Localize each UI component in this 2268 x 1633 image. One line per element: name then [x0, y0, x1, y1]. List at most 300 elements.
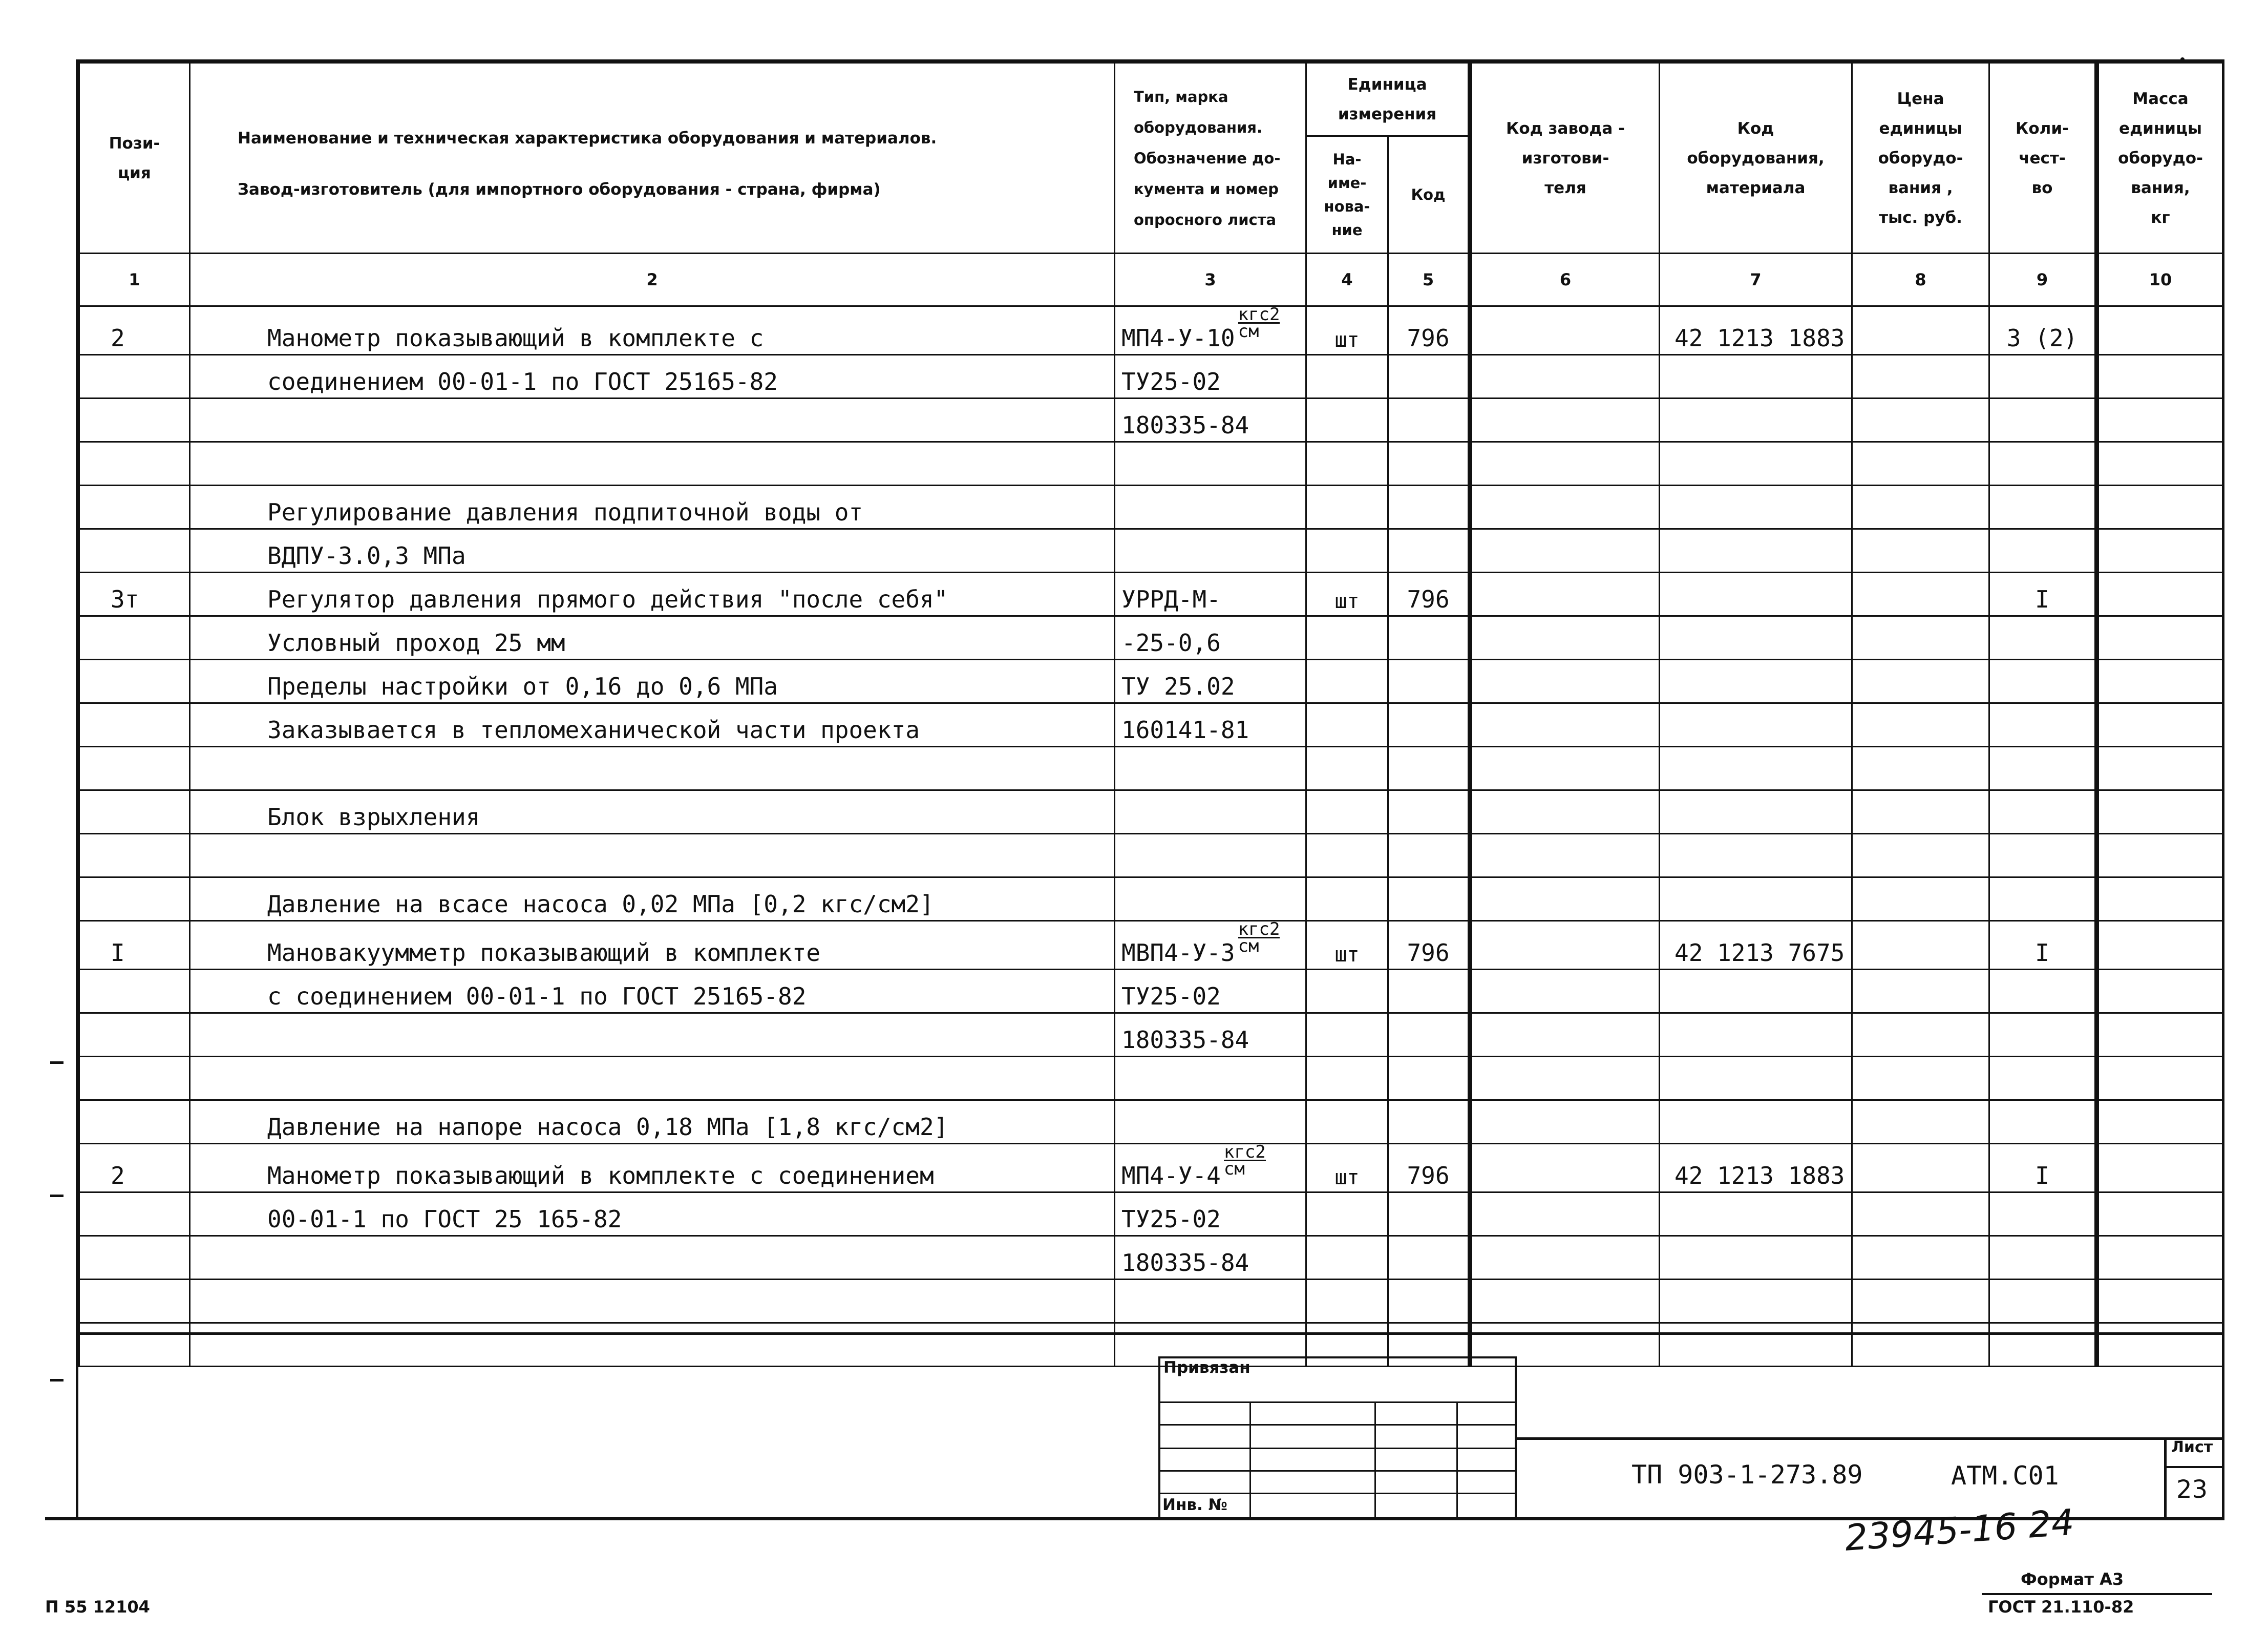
binding-grid-line — [1374, 1401, 1376, 1520]
document-code: ТП 903-1-273.89 — [1631, 1460, 1863, 1490]
column-number-row — [79, 254, 2223, 306]
row-name — [190, 529, 1115, 573]
table-row — [79, 970, 2223, 1013]
row-factory-code — [1470, 306, 1660, 355]
unit-fraction — [1238, 922, 1280, 954]
row-mass — [2097, 442, 2223, 486]
row-quantity-text: I — [2035, 939, 2049, 967]
inventory-label: Инв. № — [1162, 1496, 1227, 1514]
row-quantity-text: 3 (2) — [2006, 324, 2078, 352]
row-price — [1852, 1144, 1989, 1192]
header-quantity: Коли- чест- во — [1989, 63, 2097, 254]
row-mass — [2097, 1144, 2223, 1192]
row-unit — [1306, 921, 1388, 970]
binding-grid-line — [1158, 1448, 1517, 1449]
row-unit — [1306, 1280, 1388, 1323]
row-name-text: Давление на всасе насоса 0,02 МПа [0,2 кгс/см2] — [267, 890, 934, 918]
row-name-text: Блок взрыхления — [267, 803, 480, 831]
row-type-text: ТУ25-02 — [1121, 368, 1221, 395]
row-quantity — [1989, 306, 2097, 355]
row-type — [1115, 834, 1306, 877]
margin-tick — [50, 1195, 63, 1197]
row-quantity — [1989, 921, 2097, 970]
row-mass — [2097, 1100, 2223, 1144]
table-row — [79, 442, 2223, 486]
row-type — [1115, 306, 1306, 355]
row-unit-code — [1388, 790, 1470, 834]
row-unit — [1306, 1100, 1388, 1144]
row-name — [190, 1280, 1115, 1323]
document-suffix: АТМ.С01 — [1951, 1461, 2059, 1491]
row-quantity — [1989, 970, 2097, 1013]
row-name — [190, 355, 1115, 399]
row-name — [190, 442, 1115, 486]
column-number: 10 — [2097, 254, 2223, 306]
row-position — [79, 1280, 190, 1323]
header-mass: Масса единицы оборудо- вания, кг — [2097, 63, 2223, 254]
table-row — [79, 1280, 2223, 1323]
row-type-text: ТУ 25.02 — [1121, 673, 1235, 700]
row-type — [1115, 616, 1306, 660]
row-equipment-code-text: 42 1213 1883 — [1674, 324, 1845, 352]
row-equipment-code — [1660, 1144, 1852, 1192]
row-unit — [1306, 442, 1388, 486]
row-position — [79, 306, 190, 355]
row-type — [1115, 1192, 1306, 1236]
row-factory-code — [1470, 747, 1660, 790]
row-factory-code — [1470, 442, 1660, 486]
row-unit-code-text: 796 — [1407, 324, 1450, 352]
row-equipment-code — [1660, 1280, 1852, 1323]
row-name — [190, 306, 1115, 355]
sheet-code: П 55 12104 — [45, 1597, 150, 1617]
row-unit-code — [1388, 306, 1470, 355]
row-quantity — [1989, 1100, 2097, 1144]
margin-tick — [50, 1061, 63, 1064]
column-number: 4 — [1306, 254, 1388, 306]
row-price — [1852, 1057, 1989, 1100]
row-equipment-code — [1660, 921, 1852, 970]
row-position — [79, 1057, 190, 1100]
row-unit-code — [1388, 660, 1470, 703]
row-position — [79, 747, 190, 790]
row-type-text: 180335-84 — [1121, 1249, 1249, 1276]
row-quantity — [1989, 1280, 2097, 1323]
table-row — [79, 1236, 2223, 1280]
row-price — [1852, 703, 1989, 747]
column-number: 9 — [1989, 254, 2097, 306]
row-price — [1852, 921, 1989, 970]
row-quantity — [1989, 486, 2097, 529]
header-unit-name: На- име- нова- ние — [1306, 136, 1388, 254]
row-price — [1852, 1192, 1989, 1236]
row-name — [190, 1144, 1115, 1192]
row-equipment-code — [1660, 355, 1852, 399]
row-price — [1852, 970, 1989, 1013]
row-equipment-code — [1660, 660, 1852, 703]
row-equipment-code — [1660, 399, 1852, 442]
row-factory-code — [1470, 703, 1660, 747]
row-factory-code — [1470, 1144, 1660, 1192]
row-unit-code — [1388, 1144, 1470, 1192]
row-name — [190, 1192, 1115, 1236]
binding-grid-line — [1456, 1401, 1458, 1520]
unit-fraction-denominator: см — [1223, 1159, 1245, 1179]
row-unit — [1306, 306, 1388, 355]
row-unit — [1306, 1013, 1388, 1057]
row-quantity — [1989, 877, 2097, 921]
row-quantity-text: I — [2035, 1162, 2049, 1189]
row-type — [1115, 486, 1306, 529]
row-quantity — [1989, 1057, 2097, 1100]
row-equipment-code-text: 42 1213 1883 — [1674, 1162, 1845, 1189]
row-type — [1115, 1236, 1306, 1280]
row-unit-code — [1388, 877, 1470, 921]
row-unit — [1306, 616, 1388, 660]
row-type — [1115, 1144, 1306, 1192]
row-mass — [2097, 660, 2223, 703]
row-mass — [2097, 1236, 2223, 1280]
row-type — [1115, 747, 1306, 790]
row-price — [1852, 790, 1989, 834]
row-type — [1115, 703, 1306, 747]
row-unit — [1306, 1057, 1388, 1100]
row-quantity — [1989, 1013, 2097, 1057]
row-factory-code — [1470, 1280, 1660, 1323]
row-type — [1115, 1013, 1306, 1057]
row-price — [1852, 747, 1989, 790]
row-position — [79, 877, 190, 921]
row-position — [79, 1100, 190, 1144]
row-unit — [1306, 573, 1388, 616]
row-unit — [1306, 1144, 1388, 1192]
row-price — [1852, 1280, 1989, 1323]
row-name — [190, 877, 1115, 921]
row-price — [1852, 486, 1989, 529]
row-factory-code — [1470, 1013, 1660, 1057]
row-unit-code — [1388, 747, 1470, 790]
column-number: 1 — [79, 254, 190, 306]
row-equipment-code-text: 42 1213 7675 — [1674, 939, 1845, 967]
row-unit — [1306, 747, 1388, 790]
row-unit — [1306, 355, 1388, 399]
row-price — [1852, 355, 1989, 399]
row-mass — [2097, 573, 2223, 616]
row-price — [1852, 877, 1989, 921]
row-equipment-code — [1660, 1192, 1852, 1236]
title-block — [76, 1335, 2224, 1520]
row-equipment-code — [1660, 747, 1852, 790]
row-equipment-code — [1660, 790, 1852, 834]
table-row — [79, 399, 2223, 442]
row-position-text: I — [111, 939, 125, 967]
row-name-text: 00-01-1 по ГОСТ 25 165-82 — [267, 1205, 622, 1233]
table-row — [79, 834, 2223, 877]
row-type — [1115, 442, 1306, 486]
column-number: 2 — [190, 254, 1115, 306]
row-name — [190, 616, 1115, 660]
row-unit-code — [1388, 970, 1470, 1013]
row-unit — [1306, 486, 1388, 529]
row-position — [79, 921, 190, 970]
equipment-specification-table — [76, 59, 2224, 1335]
row-unit-code — [1388, 1100, 1470, 1144]
row-equipment-code — [1660, 877, 1852, 921]
header-unit: Единица измерения — [1306, 63, 1470, 136]
row-type-text: 180335-84 — [1121, 411, 1249, 439]
row-type — [1115, 1057, 1306, 1100]
row-position — [79, 616, 190, 660]
row-unit-code — [1388, 834, 1470, 877]
binding-grid-line — [1158, 1470, 1517, 1472]
row-equipment-code — [1660, 486, 1852, 529]
binding-grid-line — [1158, 1493, 1517, 1494]
row-mass — [2097, 921, 2223, 970]
row-name — [190, 399, 1115, 442]
row-name — [190, 1100, 1115, 1144]
row-unit-code — [1388, 573, 1470, 616]
row-quantity — [1989, 529, 2097, 573]
row-equipment-code — [1660, 1057, 1852, 1100]
row-position — [79, 1013, 190, 1057]
table-row — [79, 747, 2223, 790]
row-factory-code — [1470, 660, 1660, 703]
row-quantity — [1989, 442, 2097, 486]
row-mass — [2097, 306, 2223, 355]
row-quantity-text: I — [2035, 585, 2049, 613]
column-number: 8 — [1852, 254, 1989, 306]
row-equipment-code — [1660, 1100, 1852, 1144]
row-name — [190, 790, 1115, 834]
row-unit — [1306, 703, 1388, 747]
row-unit-code — [1388, 1192, 1470, 1236]
row-type-text: -25-0,6 — [1121, 629, 1221, 657]
table-row — [79, 1192, 2223, 1236]
row-factory-code — [1470, 1100, 1660, 1144]
row-unit — [1306, 660, 1388, 703]
title-block-rule — [1517, 1437, 2224, 1440]
row-position — [79, 790, 190, 834]
header-type: Тип, марка оборудования. Обозначение до- кумента и номер опросного листа — [1115, 63, 1306, 254]
row-position — [79, 399, 190, 442]
row-unit — [1306, 970, 1388, 1013]
header-factory-code: Код завода - изготови- теля — [1470, 63, 1660, 254]
row-unit-code — [1388, 486, 1470, 529]
header-name: Наименование и техническая характеристика оборудования и материалов. Завод-изготовитель (для импортного оборудования - страна, фирма) — [190, 63, 1115, 254]
format-label: Формат А3 — [2021, 1569, 2124, 1589]
unit-fraction-numerator: кгс2 — [1223, 1143, 1266, 1162]
row-position — [79, 1236, 190, 1280]
row-quantity — [1989, 703, 2097, 747]
row-unit-code — [1388, 921, 1470, 970]
row-position — [79, 660, 190, 703]
row-price — [1852, 1013, 1989, 1057]
row-position — [79, 1192, 190, 1236]
row-equipment-code — [1660, 306, 1852, 355]
row-unit — [1306, 790, 1388, 834]
table-row — [79, 573, 2223, 616]
row-type-text: 160141-81 — [1121, 716, 1249, 744]
row-position — [79, 1144, 190, 1192]
binding-grid-line — [1158, 1424, 1517, 1426]
row-unit — [1306, 399, 1388, 442]
row-type-text: МВП4-У-3 — [1121, 939, 1235, 967]
unit-fraction — [1224, 1144, 1266, 1177]
header-price: Цена единицы оборудо- вания , тыс. руб. — [1852, 63, 1989, 254]
row-quantity — [1989, 573, 2097, 616]
table-row — [79, 660, 2223, 703]
row-factory-code — [1470, 921, 1660, 970]
table-row — [79, 1057, 2223, 1100]
row-equipment-code — [1660, 442, 1852, 486]
row-unit-code-text: 796 — [1407, 585, 1450, 613]
row-position — [79, 529, 190, 573]
row-factory-code — [1470, 790, 1660, 834]
row-price — [1852, 616, 1989, 660]
row-unit-code — [1388, 399, 1470, 442]
row-price — [1852, 399, 1989, 442]
row-unit-text: шт — [1334, 1166, 1360, 1189]
row-mass — [2097, 486, 2223, 529]
row-type — [1115, 970, 1306, 1013]
row-name-text: Регулирование давления подпиточной воды от — [267, 498, 863, 526]
row-factory-code — [1470, 834, 1660, 877]
row-type-text: МП4-У-4 — [1121, 1162, 1221, 1189]
row-equipment-code — [1660, 616, 1852, 660]
unit-fraction-denominator: см — [1238, 321, 1259, 342]
row-type — [1115, 355, 1306, 399]
row-quantity — [1989, 660, 2097, 703]
row-type-text: 180335-84 — [1121, 1026, 1249, 1054]
row-mass — [2097, 1057, 2223, 1100]
handwritten-number: 23945-16 24 — [1843, 1501, 2075, 1559]
row-equipment-code — [1660, 834, 1852, 877]
table-row — [79, 1144, 2223, 1192]
row-factory-code — [1470, 1236, 1660, 1280]
row-position — [79, 486, 190, 529]
row-unit — [1306, 877, 1388, 921]
row-type — [1115, 1280, 1306, 1323]
row-equipment-code — [1660, 529, 1852, 573]
row-position — [79, 442, 190, 486]
row-unit-code-text: 796 — [1407, 1162, 1450, 1189]
row-mass — [2097, 790, 2223, 834]
unit-fraction-numerator: кгс2 — [1238, 920, 1280, 939]
row-quantity — [1989, 747, 2097, 790]
sheet-box-rule — [2164, 1466, 2224, 1468]
column-number: 3 — [1115, 254, 1306, 306]
row-unit-code — [1388, 1280, 1470, 1323]
table-row — [79, 1013, 2223, 1057]
row-factory-code — [1470, 1057, 1660, 1100]
row-price — [1852, 660, 1989, 703]
row-type — [1115, 660, 1306, 703]
column-number: 6 — [1470, 254, 1660, 306]
binding-grid-line — [1249, 1401, 1251, 1520]
row-quantity — [1989, 1144, 2097, 1192]
row-name-text: Мановакуумметр показывающий в комплекте — [267, 939, 821, 967]
table-row — [79, 355, 2223, 399]
format-rule — [1982, 1593, 2212, 1595]
row-type-text: ТУ25-02 — [1121, 982, 1221, 1010]
row-equipment-code — [1660, 573, 1852, 616]
unit-fraction — [1238, 306, 1280, 342]
row-quantity — [1989, 399, 2097, 442]
row-mass — [2097, 970, 2223, 1013]
row-unit-code — [1388, 1236, 1470, 1280]
row-mass — [2097, 616, 2223, 660]
table-row — [79, 616, 2223, 660]
row-name-text: соединением 00-01-1 по ГОСТ 25165-82 — [267, 368, 778, 395]
row-quantity — [1989, 1236, 2097, 1280]
row-unit-text: шт — [1334, 328, 1360, 352]
row-mass — [2097, 703, 2223, 747]
sheet-number: 23 — [2176, 1475, 2208, 1504]
row-name — [190, 834, 1115, 877]
row-equipment-code — [1660, 970, 1852, 1013]
row-position — [79, 970, 190, 1013]
row-unit — [1306, 834, 1388, 877]
row-quantity — [1989, 1192, 2097, 1236]
row-type-text: УРРД-М- — [1121, 585, 1221, 613]
row-unit — [1306, 1192, 1388, 1236]
row-quantity — [1989, 616, 2097, 660]
row-unit-code — [1388, 442, 1470, 486]
row-name-text: Условный проход 25 мм — [267, 629, 565, 657]
row-unit-code — [1388, 703, 1470, 747]
row-position-text: 2 — [111, 324, 125, 352]
header-equipment-code: Код оборудования, материала — [1660, 63, 1852, 254]
row-name — [190, 970, 1115, 1013]
row-unit-code-text: 796 — [1407, 939, 1450, 967]
row-unit — [1306, 529, 1388, 573]
row-price — [1852, 834, 1989, 877]
row-type — [1115, 877, 1306, 921]
gost-label: ГОСТ 21.110-82 — [1988, 1597, 2134, 1617]
column-number: 7 — [1660, 254, 1852, 306]
row-unit-code — [1388, 355, 1470, 399]
row-name — [190, 486, 1115, 529]
row-position-text: 2 — [111, 1162, 125, 1189]
binding-grid-line — [1158, 1401, 1517, 1403]
row-quantity — [1989, 834, 2097, 877]
row-mass — [2097, 1013, 2223, 1057]
row-factory-code — [1470, 486, 1660, 529]
row-price — [1852, 1236, 1989, 1280]
row-equipment-code — [1660, 1236, 1852, 1280]
row-mass — [2097, 747, 2223, 790]
row-type — [1115, 399, 1306, 442]
table-row — [79, 921, 2223, 970]
row-price — [1852, 306, 1989, 355]
row-name-text: Давление на напоре насоса 0,18 МПа [1,8 кгс/см2] — [267, 1113, 948, 1141]
row-mass — [2097, 399, 2223, 442]
row-factory-code — [1470, 573, 1660, 616]
row-mass — [2097, 834, 2223, 877]
row-factory-code — [1470, 616, 1660, 660]
row-type-text: ТУ25-02 — [1121, 1205, 1221, 1233]
row-factory-code — [1470, 529, 1660, 573]
sheet-label: Лист — [2171, 1438, 2213, 1456]
row-factory-code — [1470, 399, 1660, 442]
row-unit — [1306, 1236, 1388, 1280]
row-factory-code — [1470, 877, 1660, 921]
row-quantity — [1989, 355, 2097, 399]
table-row — [79, 790, 2223, 834]
row-position-text: 3т — [111, 585, 139, 613]
row-name — [190, 1013, 1115, 1057]
row-name — [190, 660, 1115, 703]
